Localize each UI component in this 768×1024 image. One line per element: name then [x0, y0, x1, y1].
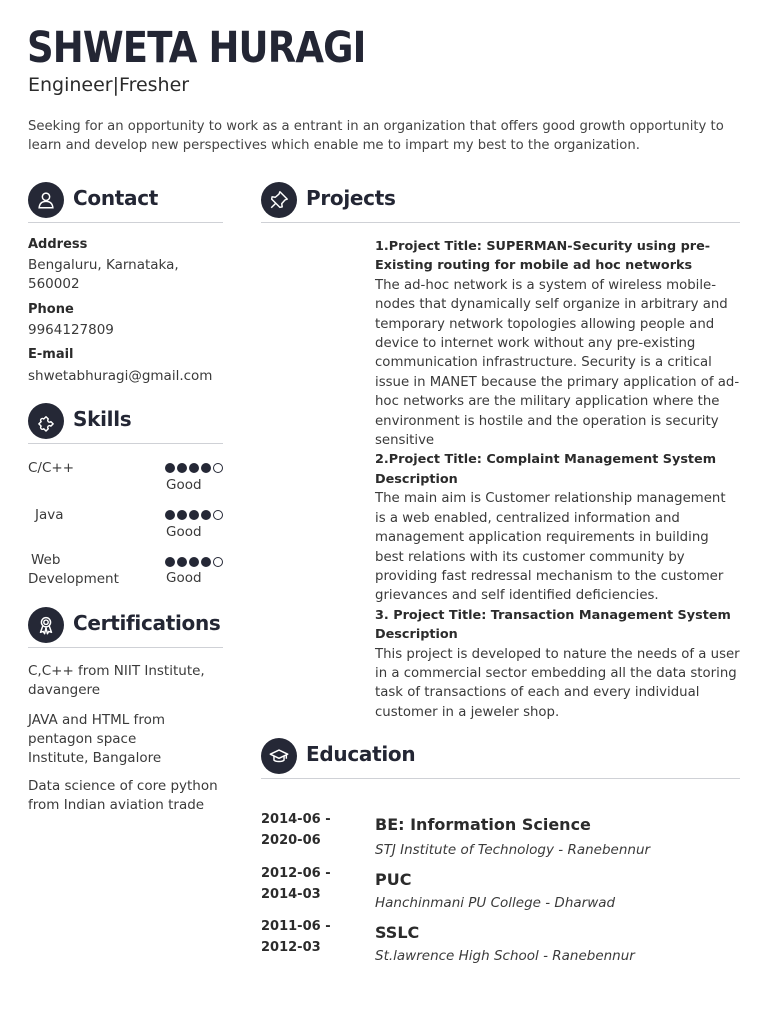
puzzle-icon	[28, 403, 64, 439]
phone-label: Phone	[28, 302, 74, 317]
contact-title: Contact	[73, 186, 159, 210]
skill-name: Web Development	[28, 552, 119, 587]
skill-rating	[165, 510, 223, 520]
address-value: Bengaluru, Karnataka, 560002	[28, 257, 179, 292]
rating-dot-filled	[177, 463, 187, 473]
certification-item: C,C++ from NIIT Institute, davangere	[28, 663, 205, 698]
rating-dot-filled	[177, 557, 187, 567]
rating-dot-filled	[165, 557, 175, 567]
ribbon-icon	[28, 607, 64, 643]
education-degree: BE: Information Science	[375, 815, 591, 834]
education-degree: SSLC	[375, 923, 420, 942]
project-description: This project is developed to nature the needs of a user in a commercial sector embedding all the data storing task of transactions of each and every individual customer in a jeweler shop.	[375, 646, 740, 720]
skill-level: Good	[166, 477, 202, 493]
projects-title: Projects	[306, 186, 396, 210]
project-item	[375, 606, 740, 722]
skill-level: Good	[166, 570, 202, 586]
rating-dot-filled	[201, 557, 211, 567]
education-school: STJ Institute of Technology - Ranebennur	[375, 842, 651, 858]
rating-dot-filled	[177, 510, 187, 520]
rating-dot-empty	[213, 510, 223, 520]
project-item	[375, 237, 740, 450]
project-title: 1.Project Title: SUPERMAN-Security using pre-Existing routing for mobile ad hoc networks	[375, 239, 711, 274]
certifications-title: Certifications	[73, 611, 221, 635]
profile-summary: Seeking for an opportunity to work as a entrant in an organization that offers good growth opportunity to learn and develop new perspectives which enable me to impart my best to the organization.	[28, 119, 724, 153]
rating-dot-filled	[189, 557, 199, 567]
skills-divider	[28, 443, 223, 444]
certifications-divider	[28, 647, 223, 648]
skill-level: Good	[166, 524, 202, 540]
education-school: Hanchinmani PU College - Dharwad	[375, 895, 616, 911]
education-school: St.lawrence High School - Ranebennur	[375, 948, 635, 964]
rating-dot-filled	[201, 510, 211, 520]
email-value[interactable]: shwetabhuragi@gmail.com	[28, 368, 213, 384]
email-label: E-mail	[28, 347, 74, 362]
education-dates: 2014-06 - 2020-06	[261, 812, 331, 848]
certification-item: Data science of core python from Indian aviation trade	[28, 778, 218, 813]
project-description: The main aim is Customer relationship management is a web enabled, centralized information and management application requirements in building best relations with its customer community by providing fast redressal mechanism to the customer grievances and self identified deficiencies.	[375, 491, 726, 604]
candidate-subtitle: Engineer|Fresher	[28, 74, 190, 96]
rating-dot-filled	[189, 463, 199, 473]
phone-value: 9964127809	[28, 322, 114, 338]
candidate-name: SHWETA HURAGI	[27, 23, 366, 73]
contact-section-header	[28, 182, 224, 222]
projects-list	[375, 237, 740, 722]
project-description: The ad-hoc network is a system of wireless mobile-nodes that dynamically self organize in arbitrary and temporary network topologies allowing people and device to internet work without any pre-existing communication infrastructure. Security is a critical issue in MANET because the primary application of ad-hoc networks are the military application where the environment is hostile and the operation is security sensitive	[375, 277, 740, 449]
education-divider	[261, 778, 740, 779]
rating-dot-empty	[213, 463, 223, 473]
skill-name: Java	[35, 507, 64, 523]
project-title: 3. Project Title: Transaction Management System Description	[375, 607, 731, 643]
person-icon	[28, 182, 64, 218]
contact-divider	[28, 222, 223, 223]
rating-dot-filled	[189, 510, 199, 520]
rating-dot-filled	[165, 463, 175, 473]
address-label: Address	[28, 237, 88, 252]
skill-rating	[165, 463, 223, 473]
skills-title: Skills	[73, 407, 132, 431]
pin-icon	[261, 182, 297, 218]
rating-dot-empty	[213, 557, 223, 567]
project-title: 2.Project Title: Complaint Management System Description	[375, 452, 717, 487]
education-title: Education	[306, 742, 416, 766]
graduation-cap-icon	[261, 738, 297, 774]
rating-dot-filled	[165, 510, 175, 520]
project-item	[375, 450, 740, 605]
education-dates: 2012-06 - 2014-03	[261, 866, 331, 902]
skills-section-header	[28, 403, 224, 443]
certifications-section-header	[28, 607, 224, 647]
skill-name: C/C++	[28, 460, 75, 476]
projects-section-header	[261, 182, 741, 222]
certification-item: JAVA and HTML from pentagon space Institute, Bangalore	[28, 712, 165, 766]
education-degree: PUC	[375, 870, 412, 889]
projects-divider	[261, 222, 740, 223]
skill-rating	[165, 557, 223, 567]
education-dates: 2011-06 - 2012-03	[261, 919, 331, 955]
education-section-header	[261, 738, 741, 778]
rating-dot-filled	[201, 463, 211, 473]
